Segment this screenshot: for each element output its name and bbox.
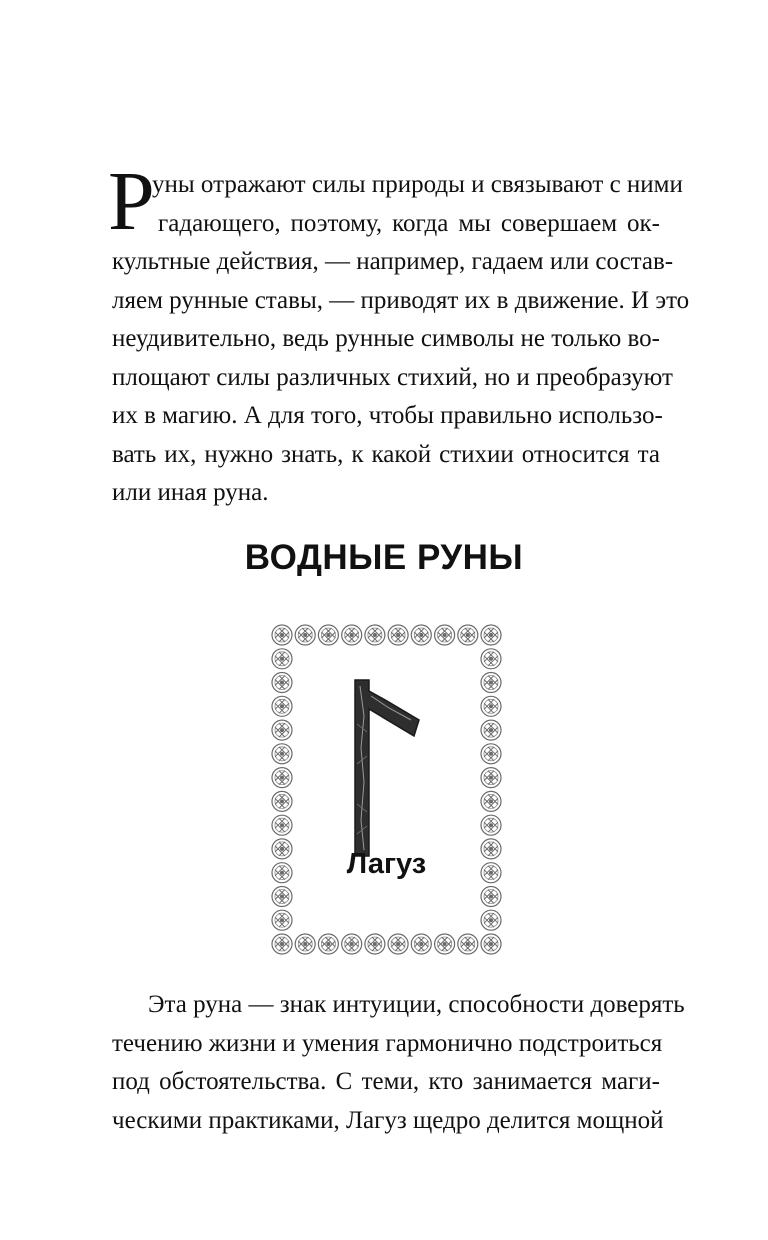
knot-ornament	[272, 934, 292, 954]
knot-ornament	[481, 768, 501, 788]
knot-ornament	[272, 673, 292, 693]
knot-ornament	[411, 625, 431, 645]
knot-ornament	[458, 934, 478, 954]
knot-ornament	[295, 625, 315, 645]
text-line: ческими практиками, Лагуз щедро делится мощной	[112, 1106, 664, 1134]
knot-ornament	[318, 934, 338, 954]
knot-ornament	[481, 744, 501, 764]
knot-ornament	[272, 791, 292, 811]
text-line: площают силы различных стихий, но и преобразуют	[112, 363, 673, 391]
knot-ornament	[342, 934, 362, 954]
knot-ornament	[481, 649, 501, 669]
text-line: их в магию. А для того, чтобы правильно использо-	[112, 402, 663, 429]
knot-ornament	[435, 625, 455, 645]
knot-ornament	[272, 720, 292, 740]
knot-ornament	[272, 887, 292, 907]
rune-card	[271, 624, 502, 955]
knot-ornament	[411, 934, 431, 954]
text-line: или иная руна.	[112, 479, 269, 506]
knot-ornament	[388, 934, 408, 954]
knot-ornament	[435, 934, 455, 954]
drop-cap: Р	[108, 155, 155, 248]
knot-ornament	[272, 696, 292, 716]
text-line: под обстоятельства. С теми, кто занимается маги-	[112, 1068, 660, 1095]
text-line: Эта руна — знак интуиции, способности доверять	[148, 991, 685, 1018]
knot-ornament	[272, 744, 292, 764]
text-line: течению жизни и умения гармонично подстроиться	[112, 1029, 663, 1057]
knot-ornament	[365, 934, 385, 954]
text-line: ляем рунные ставы, — приводят их в движение. И это	[112, 286, 690, 314]
knot-ornament	[458, 625, 478, 645]
knot-ornament	[388, 625, 408, 645]
intro-paragraph	[108, 155, 690, 513]
knot-ornament	[481, 934, 501, 954]
knot-ornament	[365, 625, 385, 645]
knot-ornament	[272, 768, 292, 788]
section-heading: ВОДНЫЕ РУНЫ	[244, 538, 524, 577]
knot-ornament	[481, 910, 501, 930]
knot-ornament	[481, 625, 501, 645]
knot-ornament	[272, 649, 292, 669]
text-line: уны отражают силы природы и связывают с ними	[152, 171, 683, 198]
text-line: гадающего, поэтому, когда мы совершаем ок-	[158, 209, 660, 237]
knot-ornament	[481, 791, 501, 811]
knot-ornament	[481, 887, 501, 907]
knot-ornament	[342, 625, 362, 645]
text-line: культные действия, — например, гадаем или состав-	[112, 248, 674, 275]
knot-ornament	[272, 910, 292, 930]
text-line: неудивительно, ведь рунные символы не только во-	[112, 325, 660, 352]
knot-ornament	[481, 673, 501, 693]
knot-ornament	[481, 696, 501, 716]
rune-name: Лагуз	[346, 848, 427, 880]
laguz-rune-icon	[355, 680, 419, 856]
knot-ornament	[318, 625, 338, 645]
celtic-knot-border	[271, 624, 502, 955]
knot-ornament	[481, 720, 501, 740]
knot-ornament	[295, 934, 315, 954]
knot-ornament	[272, 625, 292, 645]
text-line: вать их, нужно знать, к какой стихии относится та	[112, 440, 660, 468]
knot-ornament	[481, 815, 501, 835]
body-paragraph	[112, 986, 685, 1140]
knot-ornament	[272, 815, 292, 835]
